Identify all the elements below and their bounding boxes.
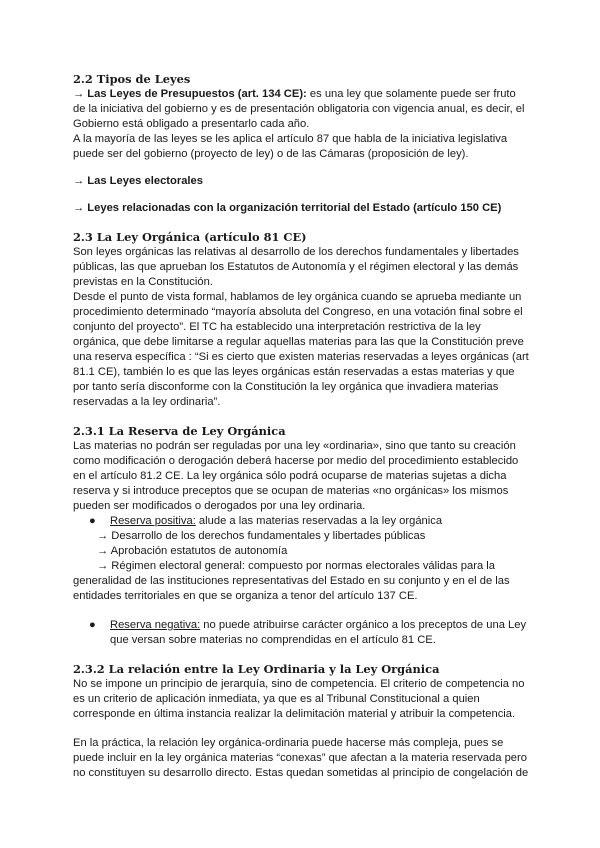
item-leyes-electorales: → Las Leyes electorales	[73, 175, 203, 187]
paragraph-en-la-practica: En la práctica, la relación ley orgánica-ordinaria puede hacerse más compleja, pues se puede incluir en la ley orgánica materias “conexas” que afectan a la materia reservada pero no constituyen su desarrollo directo. Estas quedan sometidas al principio de congelación de	[73, 737, 529, 779]
sub-item-derechos: → Desarrollo de los derechos fundamentales y libertades públicas	[97, 530, 426, 542]
bullet-icon: ●	[89, 619, 96, 631]
document-page	[73, 72, 529, 781]
heading-ley-organica: 2.3 La Ley Orgánica (artículo 81 CE)	[73, 230, 307, 244]
sub-item-regimen-electoral: → Régimen electoral general: compuesto por normas electorales válidas para la generalidad de las instituciones representativas del Estado en su conjunto y en el de las entidades territoriales en que se organiza a tenor del artículo 137 CE.	[73, 560, 510, 602]
bullet-text: no puede atribuirse carácter orgánico a los preceptos de una Ley que versan sobre materias no comprendidas en el artículo 81 CE.	[110, 619, 527, 646]
sub-item-estatutos: → Aprobación estatutos de autonomía	[97, 545, 288, 557]
bold-lead: → Las Leyes de Presupuestos (art. 134 CE):	[73, 88, 307, 100]
bullet-icon: ●	[89, 515, 96, 527]
paragraph-definicion-ley-organica: Son leyes orgánicas las relativas al desarrollo de los derechos fundamentales y libertades públicas, las que aprueban los Estatutos de Autonomía y el régimen electoral y las demás previstas en la Constitución.	[73, 246, 519, 288]
heading-relacion-leyes: 2.3.2 La relación entre la Ley Ordinaria y la Ley Orgánica	[73, 662, 440, 676]
paragraph-materias-reguladas: Las materias no podrán ser reguladas por una ley «ordinaria», sino que tanto su creación como modificación o derogación deberá hacerse por medio del procedimiento establecido en el artículo 81.2 CE. La ley orgánica sólo podrá ocuparse de materias sujetas a dicha reserva y si introduce preceptos que se ocupan de materias «no orgánicas» los mismos pueden ser modificados o derogados por una ley ordinaria.	[73, 440, 519, 512]
heading-tipos-de-leyes: 2.2 Tipos de Leyes	[73, 72, 191, 86]
bullet-reserva-positiva	[73, 514, 529, 529]
text: es una ley que solamente puede ser fruto de la iniciativa del gobierno y es de presentación obligatoria con vigencia anual, es decir, el Gobierno está obligado a presentarlo cada año.	[73, 88, 525, 130]
paragraph-articulo-87: A la mayoría de las leyes se les aplica el artículo 87 que habla de la iniciativa legislativa puede ser del gobierno (proyecto de ley) o de las Cámaras (proposición de ley).	[73, 133, 508, 160]
heading-reserva-ley-organica: 2.3.1 La Reserva de Ley Orgánica	[73, 424, 286, 438]
bullet-text: alude a las materias reservadas a la ley orgánica	[195, 515, 443, 527]
bullet-reserva-negativa	[73, 618, 529, 648]
item-leyes-territoriales: → Leyes relacionadas con la organización territorial del Estado (artículo 150 CE)	[73, 202, 502, 214]
paragraph-principio-competencia: No se impone un principio de jerarquía, sino de competencia. El criterio de competencia no es un criterio de aplicación inmediata, ya que es al Tribunal Constitucional a quien corresponde en última instancia realizar la delimitación material y atribuir la competencia.	[73, 678, 525, 720]
bullet-label: Reserva positiva:	[110, 515, 196, 527]
bullet-label: Reserva negativa:	[110, 619, 201, 631]
paragraph-leyes-presupuestos	[73, 87, 529, 132]
paragraph-punto-vista-formal: Desde el punto de vista formal, hablamos de ley orgánica cuando se aprueba mediante un procedimiento determinado “mayoría absoluta del Congreso, en una votación final sobre el conjunto del proyecto”. El TC ha establecido una interpretación restrictiva de la ley orgánica, que debe limitarse a regular aquellas materias para las que la Constitución preve una reserva específica : “Si es cierto que existen materias reservadas a leyes orgánicas (art 81.1 CE), también lo es que las leyes orgánicas están reservadas a estas materias y que por tanto sería disconforme con la Constitución la ley orgánica que invadiera materias reservadas a la ley ordinaria”.	[73, 291, 529, 408]
